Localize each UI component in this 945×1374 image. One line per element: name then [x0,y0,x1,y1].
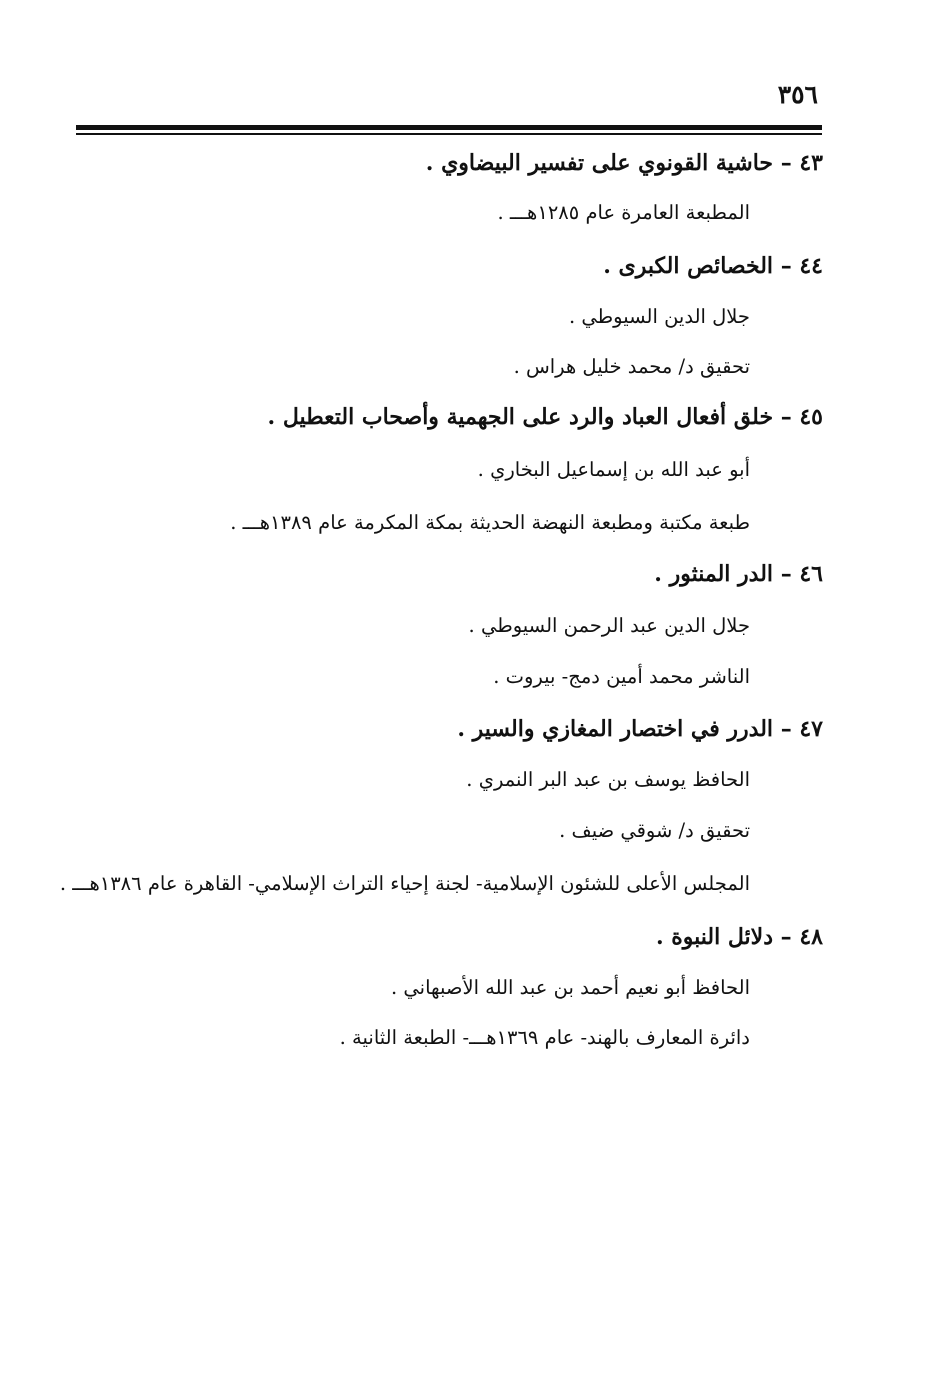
entry-detail: جلال الدين السيوطي . [568,305,750,328]
entry-detail: المجلس الأعلى للشئون الإسلامية- لجنة إحياء التراث الإسلامي- القاهرة عام ١٣٨٦هـــ . [59,872,750,895]
entry-detail: الحافظ أبو نعيم أحمد بن عبد الله الأصبهاني . [391,976,750,999]
entry-title: ٤٤ – الخصائص الكبرى . [603,253,823,279]
entry-title: ٤٨ – دلائل النبوة . [655,924,823,950]
entry-detail: الحافظ يوسف بن عبد البر النمري . [466,768,750,791]
page-number: ٣٥٦ [777,80,818,109]
entry-detail: المطبعة العامرة عام ١٢٨٥هـــ . [497,201,750,224]
entry-detail: تحقيق د/ محمد خليل هراس . [513,355,750,378]
entry-title: ٤٧ – الدرر في اختصار المغازي والسير . [457,716,823,742]
header-rule-thin [76,133,822,135]
entry-title: ٤٥ – خلق أفعال العباد والرد على الجهمية وأصحاب التعطيل . [267,404,823,430]
entry-title: ٤٦ – الدر المنثور . [654,561,823,587]
entry-detail: طبعة مكتبة ومطبعة النهضة الحديثة بمكة المكرمة عام ١٣٨٩هـــ . [230,511,750,534]
entry-detail: أبو عبد الله بن إسماعيل البخاري . [477,458,750,481]
entry-title: ٤٣ – حاشية القونوي على تفسير البيضاوي . [425,150,823,176]
entry-detail: جلال الدين عبد الرحمن السيوطي . [468,614,750,637]
entry-detail: تحقيق د/ شوقي ضيف . [559,819,750,842]
entry-detail: دائرة المعارف بالهند- عام ١٣٦٩هـــ- الطبعة الثانية . [339,1026,750,1049]
header-rule-thick [76,125,822,130]
entry-detail: الناشر محمد أمين دمج- بيروت . [493,665,750,688]
